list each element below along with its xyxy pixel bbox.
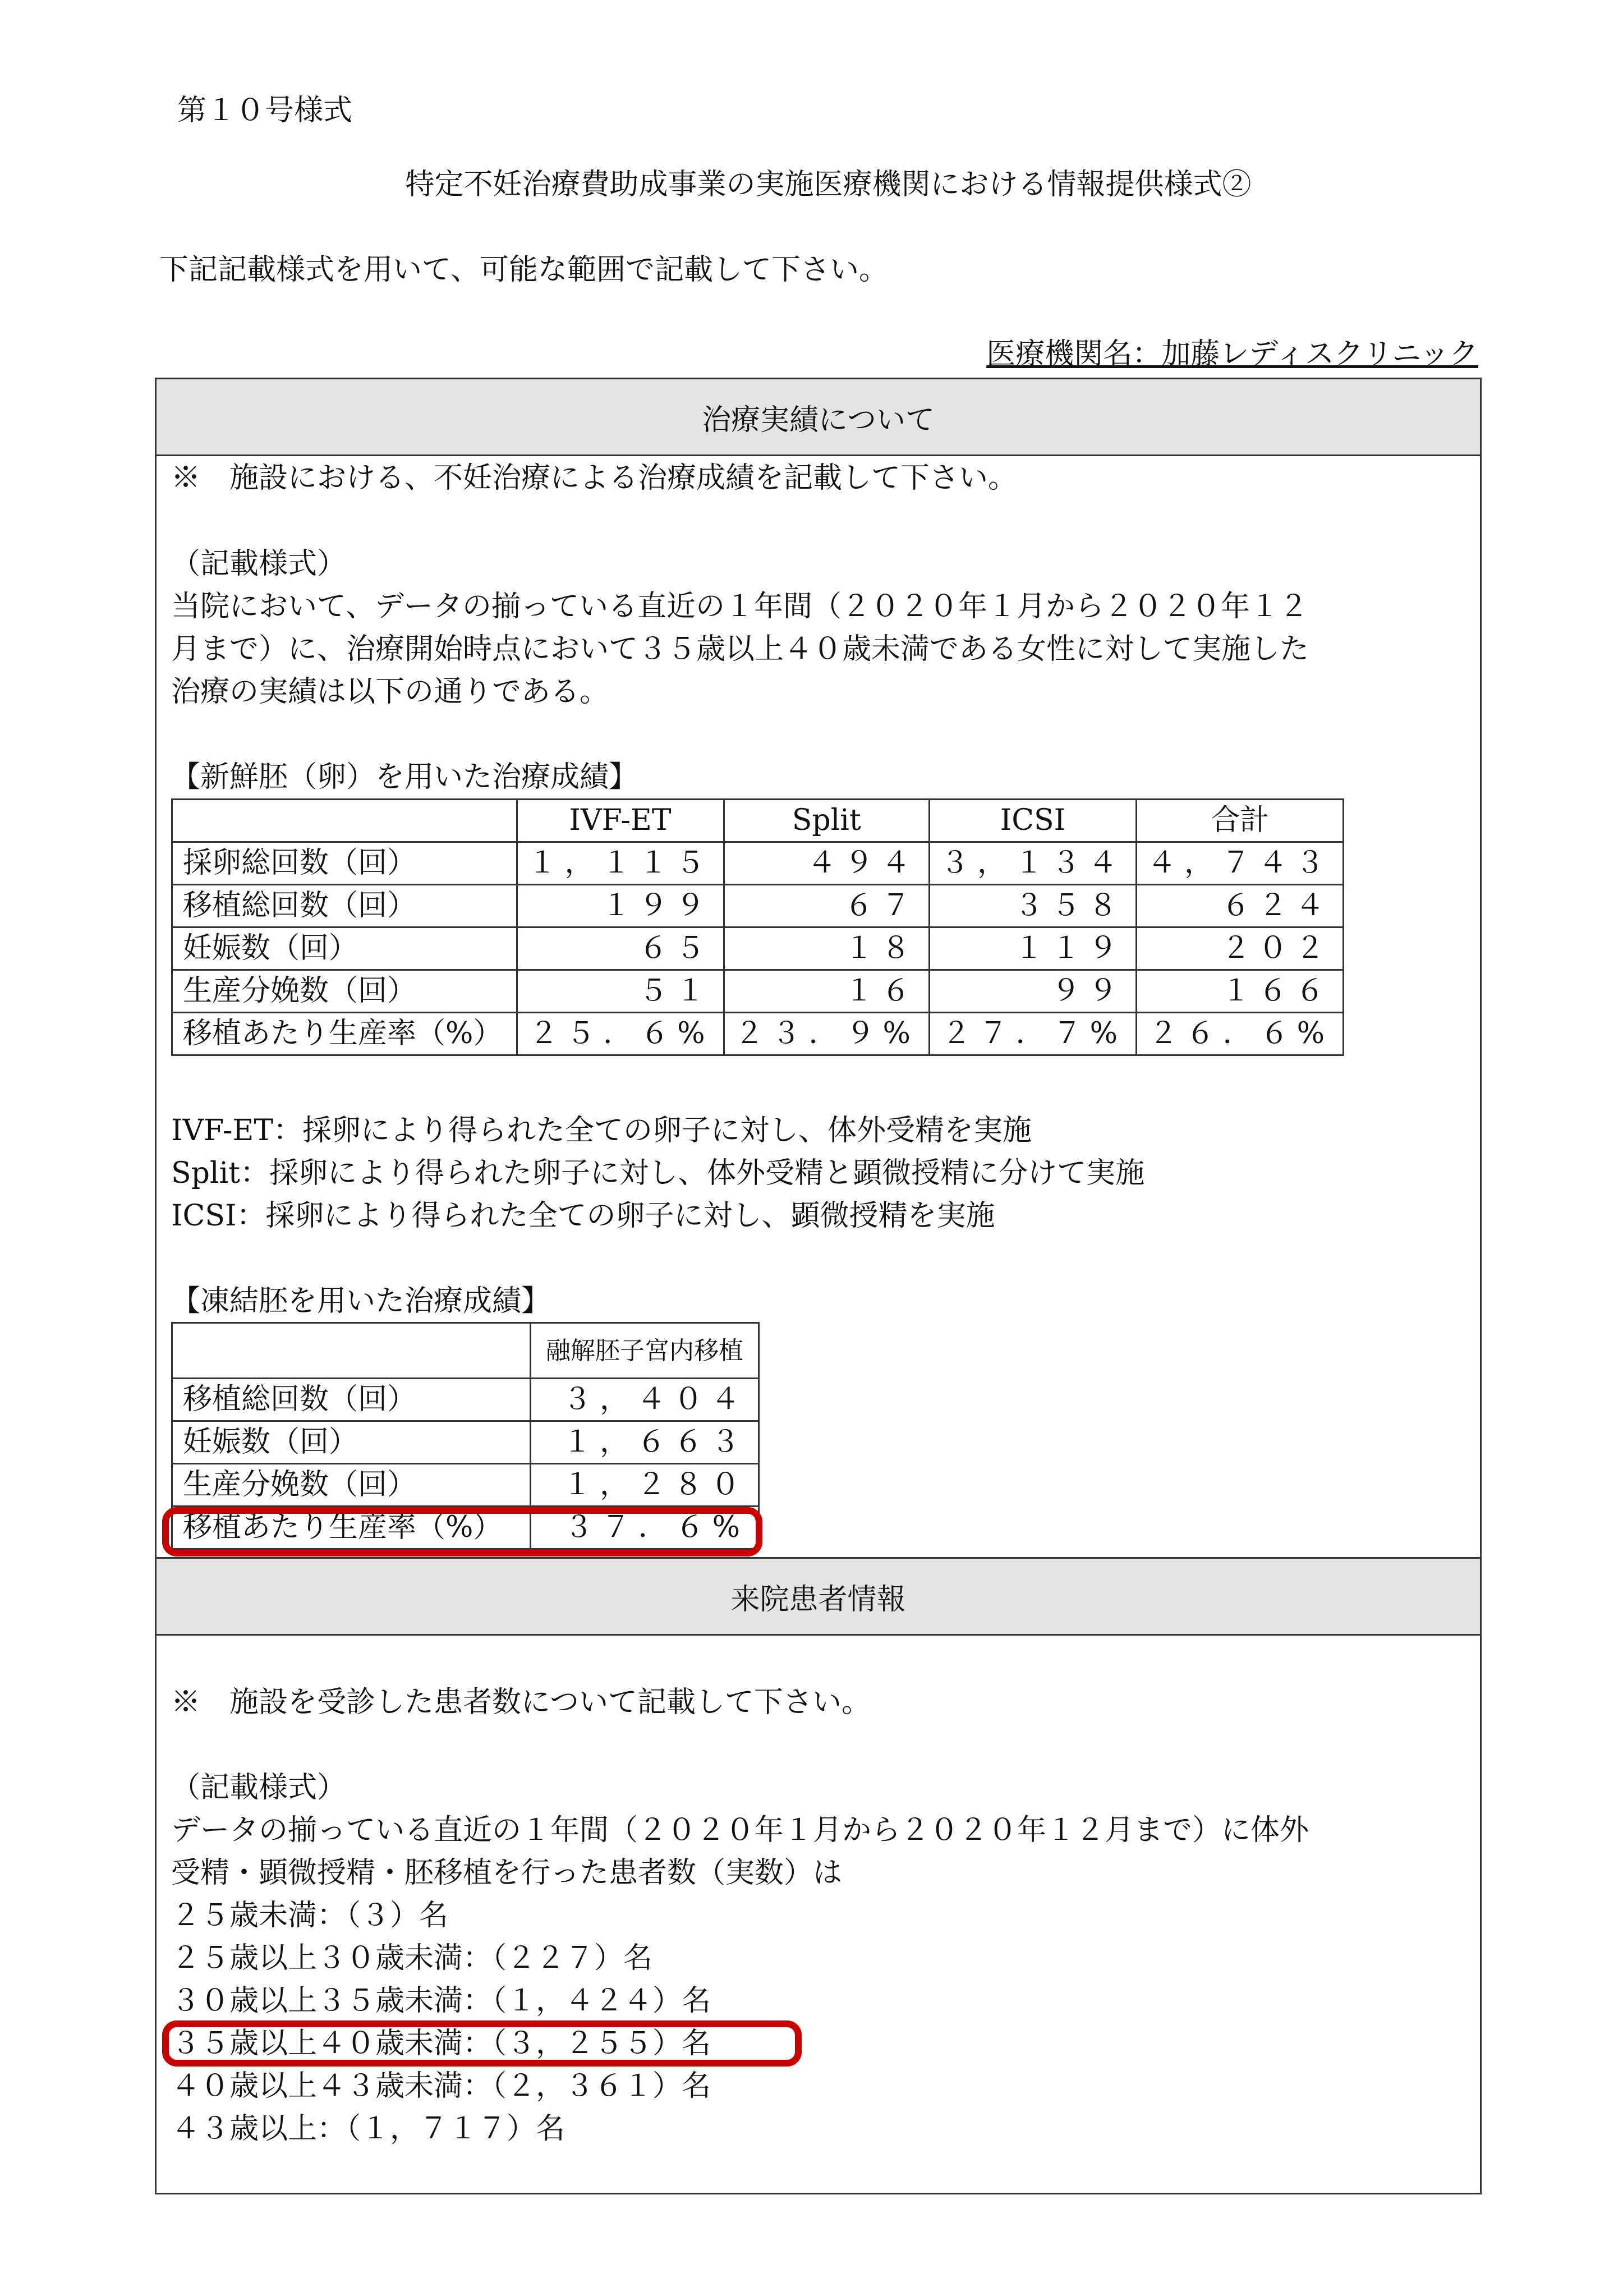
cell: ２０２ <box>1136 927 1343 970</box>
section1-format-label: （記載様式） <box>171 547 347 581</box>
cell: ２３．９% <box>724 1013 929 1055</box>
cell: ３５８ <box>929 885 1136 927</box>
cell: １，６６３ <box>531 1421 759 1464</box>
instruction-text: 下記記載様式を用いて、可能な範囲で記載して下さい。 <box>159 253 888 287</box>
cell: ４，７４３ <box>1136 842 1343 885</box>
table-row <box>172 1464 759 1507</box>
cell: ３７．６% <box>531 1507 759 1549</box>
cell: ６５ <box>517 927 724 970</box>
cell: １６６ <box>1136 970 1343 1013</box>
cell: １，１１５ <box>517 842 724 885</box>
cell: ９９ <box>929 970 1136 1013</box>
table-row <box>172 927 1344 970</box>
section1-paragraph-line: 治療の実績は以下の通りである。 <box>171 675 609 709</box>
cell: ６２４ <box>1136 885 1343 927</box>
cell: １６ <box>724 970 929 1013</box>
row-label: 生産分娩数（回） <box>172 970 517 1013</box>
section1-note: ※ 施設における、不妊治療による治療成績を記載して下さい。 <box>171 461 1018 495</box>
section-header-label: 治療実績について <box>702 403 935 437</box>
table-header-empty <box>172 800 517 842</box>
cell: ４９４ <box>724 842 929 885</box>
row-label: 移植あたり生産率（%） <box>172 1013 517 1055</box>
fresh-table-title: 【新鮮胚（卵）を用いた治療成績】 <box>171 760 638 794</box>
table-header: IVF-ET <box>517 800 724 842</box>
definition-icsi: ICSI：採卵により得られた全ての卵子に対し、顕微授精を実施 <box>171 1199 995 1233</box>
age-group-line: ２５歳未満：（３）名 <box>171 1899 449 1932</box>
age-group-line: ４０歳以上４３歳未満：（２，３６１）名 <box>171 2069 711 2103</box>
highlight-age-35-40 <box>162 2021 802 2067</box>
section2-note: ※ 施設を受診した患者数について記載して下さい。 <box>171 1686 871 1719</box>
row-label: 妊娠数（回） <box>172 1421 531 1464</box>
document-title: 特定不妊治療費助成事業の実施医療機関における情報提供様式② <box>405 168 1252 201</box>
section-header-patient-info <box>155 1557 1482 1636</box>
section2-paragraph-line: 受精・顕微授精・胚移植を行った患者数（実数）は <box>171 1856 843 1890</box>
row-label: 生産分娩数（回） <box>172 1464 531 1507</box>
fresh-embryo-table <box>171 798 1344 1056</box>
section2-format-label: （記載様式） <box>171 1771 347 1804</box>
row-label: 移植あたり生産率（%） <box>172 1507 531 1549</box>
clinic-name: 医療機関名：加藤レディスクリニック <box>986 337 1478 371</box>
section1-paragraph-line: 当院において、データの揃っている直近の１年間（２０２０年１月から２０２０年１２ <box>171 590 1308 623</box>
section-header-label: 来院患者情報 <box>730 1582 906 1617</box>
row-label: 移植総回数（回） <box>172 1379 531 1421</box>
cell: ３，１３４ <box>929 842 1136 885</box>
cell: ５１ <box>517 970 724 1013</box>
frozen-table-title: 【凍結胚を用いた治療成績】 <box>171 1284 551 1318</box>
table-row <box>172 970 1344 1013</box>
table-header: 融解胚子宮内移植 <box>531 1323 759 1379</box>
row-label: 移植総回数（回） <box>172 885 517 927</box>
cell: ６７ <box>724 885 929 927</box>
table-row <box>172 1013 1344 1055</box>
definition-split: Split：採卵により得られた卵子に対し、体外受精と顕微授精に分けて実施 <box>171 1156 1145 1190</box>
form-number: 第１０号様式 <box>177 94 353 127</box>
age-group-line: ３０歳以上３５歳未満：（１，４２４）名 <box>171 1984 711 2018</box>
section2-paragraph-line: データの揃っている直近の１年間（２０２０年１月から２０２０年１２月まで）に体外 <box>171 1813 1309 1847</box>
cell: １，２８０ <box>531 1464 759 1507</box>
highlight-frozen-birth-rate <box>162 1507 762 1556</box>
section-header-treatment-results <box>155 378 1482 456</box>
section1-paragraph-line: 月まで）に、治療開始時点において３５歳以上４０歳未満である女性に対して実施した <box>171 632 1309 666</box>
table-row <box>172 1379 759 1421</box>
cell: １１９ <box>929 927 1136 970</box>
row-label: 採卵総回数（回） <box>172 842 517 885</box>
row-label: 妊娠数（回） <box>172 927 517 970</box>
table-row <box>172 1421 759 1464</box>
cell: １９９ <box>517 885 724 927</box>
cell: ２６．６% <box>1136 1013 1343 1055</box>
age-group-line: ３５歳以上４０歳未満：（３，２５５）名 <box>171 2027 711 2060</box>
cell: ２５．６% <box>517 1013 724 1055</box>
definition-ivf-et: IVF-ET：採卵により得られた全ての卵子に対し、体外受精を実施 <box>171 1114 1032 1147</box>
table-header-empty <box>172 1323 531 1379</box>
table-header: Split <box>724 800 929 842</box>
table-row <box>172 885 1344 927</box>
age-group-line: ２５歳以上３０歳未満：（２２７）名 <box>171 1941 653 1975</box>
cell: ３，４０４ <box>531 1379 759 1421</box>
table-header-row <box>172 800 1344 842</box>
table-row <box>172 842 1344 885</box>
table-header: ICSI <box>929 800 1136 842</box>
cell: １８ <box>724 927 929 970</box>
age-group-line: ４３歳以上：（１，７１７）名 <box>171 2112 565 2146</box>
table-header-row <box>172 1323 759 1379</box>
table-header: 合計 <box>1136 800 1343 842</box>
cell: ２７．７% <box>929 1013 1136 1055</box>
